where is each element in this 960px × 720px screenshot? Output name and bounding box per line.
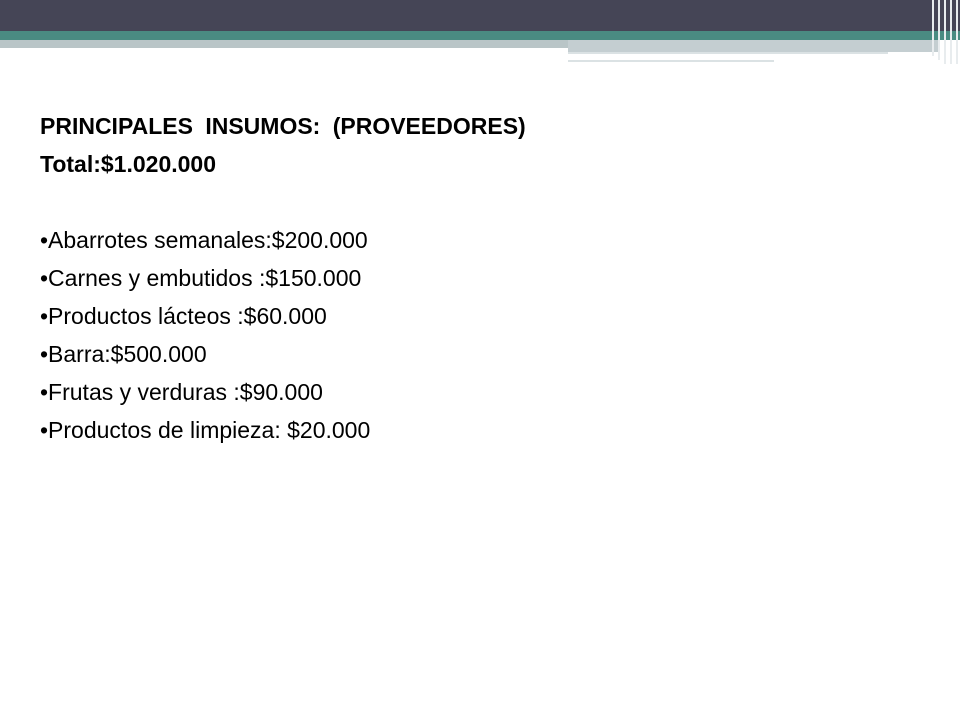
supplies-list <box>40 221 920 449</box>
heading-word-2: INSUMOS: <box>205 113 321 139</box>
list-item: •Carnes y embutidos :$150.000 <box>40 265 362 291</box>
list-item: •Productos lácteos :$60.000 <box>40 303 327 329</box>
list-item: •Productos de limpieza: $20.000 <box>40 417 371 443</box>
heading-word-3: (PROVEEDORES) <box>332 113 526 139</box>
list-item: •Frutas y verduras :$90.000 <box>40 379 323 405</box>
header-accent-line <box>568 52 888 54</box>
header-edge-stripes <box>928 0 960 64</box>
heading-word-1: PRINCIPALES <box>40 113 193 139</box>
list-item: •Barra:$500.000 <box>40 341 207 367</box>
header-gray-band-right <box>568 40 940 52</box>
slide-content <box>40 107 920 449</box>
header-teal-band <box>0 31 960 40</box>
header-dark-band <box>0 0 960 31</box>
total-amount: Total:$1.020.000 <box>40 151 217 177</box>
header-accent-line-short <box>568 60 774 62</box>
slide-heading <box>40 107 920 145</box>
list-item: •Abarrotes semanales:$200.000 <box>40 227 368 253</box>
header-gray-band-left <box>0 40 568 48</box>
